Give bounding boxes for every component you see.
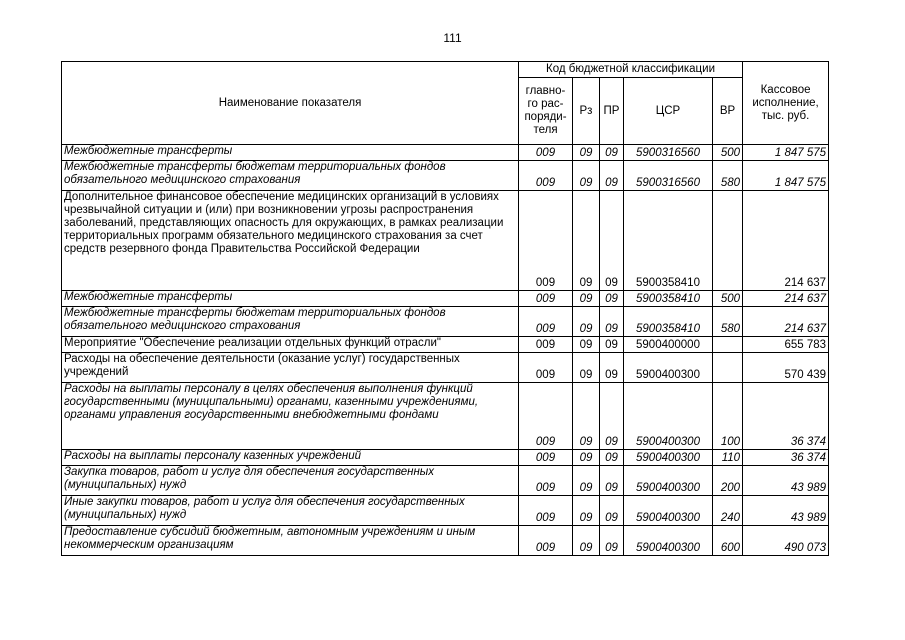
row-name: Закупка товаров, работ и услуг для обеспечения государственных (муниципальных) нужд — [62, 466, 519, 496]
table-row — [62, 145, 829, 161]
table-row — [62, 291, 829, 307]
row-csr: 5900400300 — [624, 353, 713, 383]
row-csr: 5900358410 — [624, 307, 713, 337]
row-amount: 36 374 — [743, 383, 829, 450]
row-pr: 09 — [600, 450, 624, 466]
table-row — [62, 307, 829, 337]
row-csr: 5900400300 — [624, 383, 713, 450]
row-name: Иные закупки товаров, работ и услуг для обеспечения государственных (муниципальных) нужд — [62, 496, 519, 526]
table-row — [62, 496, 829, 526]
row-csr: 5900400300 — [624, 526, 713, 556]
table-row — [62, 337, 829, 353]
row-csr: 5900316560 — [624, 161, 713, 191]
row-pr: 09 — [600, 496, 624, 526]
table-row — [62, 526, 829, 556]
row-csr: 5900358410 — [624, 191, 713, 291]
row-amount: 490 073 — [743, 526, 829, 556]
table-row — [62, 353, 829, 383]
header-name: Наименование показателя — [62, 62, 519, 145]
row-rz: 09 — [573, 337, 600, 353]
row-name: Расходы на обеспечение деятельности (оказание услуг) государственных учреждений — [62, 353, 519, 383]
row-vr: 500 — [713, 291, 743, 307]
row-csr: 5900400000 — [624, 337, 713, 353]
row-amount: 214 637 — [743, 307, 829, 337]
row-csr: 5900400300 — [624, 466, 713, 496]
table-row — [62, 191, 829, 291]
row-name: Межбюджетные трансферты — [62, 145, 519, 161]
row-name: Межбюджетные трансферты бюджетам территориальных фондов обязательного медицинского страхования — [62, 161, 519, 191]
row-pr: 09 — [600, 337, 624, 353]
header-vr: ВР — [713, 78, 743, 145]
row-glavny: 009 — [519, 161, 573, 191]
row-rz: 09 — [573, 307, 600, 337]
row-vr: 580 — [713, 161, 743, 191]
row-vr — [713, 353, 743, 383]
budget-table — [61, 61, 829, 556]
row-amount: 1 847 575 — [743, 161, 829, 191]
row-csr: 5900400300 — [624, 496, 713, 526]
row-name: Мероприятие "Обеспечение реализации отдельных функций отрасли" — [62, 337, 519, 353]
row-vr: 500 — [713, 145, 743, 161]
header-rz: Рз — [573, 78, 600, 145]
row-glavny: 009 — [519, 353, 573, 383]
row-rz: 09 — [573, 383, 600, 450]
row-rz: 09 — [573, 450, 600, 466]
row-pr: 09 — [600, 161, 624, 191]
row-csr: 5900358410 — [624, 291, 713, 307]
row-name: Межбюджетные трансферты — [62, 291, 519, 307]
row-glavny: 009 — [519, 466, 573, 496]
row-amount: 214 637 — [743, 191, 829, 291]
row-vr — [713, 337, 743, 353]
header-csr: ЦСР — [624, 78, 713, 145]
row-pr: 09 — [600, 191, 624, 291]
row-glavny: 009 — [519, 337, 573, 353]
row-pr: 09 — [600, 353, 624, 383]
row-vr: 110 — [713, 450, 743, 466]
row-name: Дополнительное финансовое обеспечение медицинских организаций в условиях чрезвычайной ситуации и (или) при возникновении угрозы распространения заболеваний, представляющих опасность для окружающих, в рамках реализации территориальных программ обязательного медицинского страхования за счет средств резервного фонда Правительства Российской Федерации — [62, 191, 519, 291]
row-rz: 09 — [573, 496, 600, 526]
row-csr: 5900400300 — [624, 450, 713, 466]
header-budget-code: Код бюджетной классификации — [519, 62, 743, 78]
row-glavny: 009 — [519, 450, 573, 466]
row-pr: 09 — [600, 526, 624, 556]
row-glavny: 009 — [519, 191, 573, 291]
table-row — [62, 383, 829, 450]
row-name: Расходы на выплаты персоналу казенных учреждений — [62, 450, 519, 466]
row-vr: 100 — [713, 383, 743, 450]
row-rz: 09 — [573, 191, 600, 291]
row-glavny: 009 — [519, 307, 573, 337]
row-pr: 09 — [600, 291, 624, 307]
row-name: Межбюджетные трансферты бюджетам территориальных фондов обязательного медицинского страхования — [62, 307, 519, 337]
row-pr: 09 — [600, 466, 624, 496]
row-vr: 240 — [713, 496, 743, 526]
header-amount: Кассовое исполнение, тыс. руб. — [743, 62, 829, 145]
row-pr: 09 — [600, 383, 624, 450]
row-pr: 09 — [600, 145, 624, 161]
row-amount: 43 989 — [743, 496, 829, 526]
table-body — [62, 145, 829, 556]
row-glavny: 009 — [519, 145, 573, 161]
row-rz: 09 — [573, 145, 600, 161]
row-csr: 5900316560 — [624, 145, 713, 161]
row-vr — [713, 191, 743, 291]
row-rz: 09 — [573, 526, 600, 556]
row-pr: 09 — [600, 307, 624, 337]
row-amount: 43 989 — [743, 466, 829, 496]
row-amount: 214 637 — [743, 291, 829, 307]
table-row — [62, 450, 829, 466]
row-amount: 1 847 575 — [743, 145, 829, 161]
page-number: 111 — [443, 31, 462, 45]
row-rz: 09 — [573, 291, 600, 307]
table-row — [62, 466, 829, 496]
row-vr: 580 — [713, 307, 743, 337]
row-amount: 655 783 — [743, 337, 829, 353]
table-row — [62, 161, 829, 191]
header-glavny: главно-го рас-поряди-теля — [519, 78, 573, 145]
row-glavny: 009 — [519, 496, 573, 526]
row-glavny: 009 — [519, 291, 573, 307]
row-name: Расходы на выплаты персоналу в целях обеспечения выполнения функций государственными (муниципальными) органами, казенными учреждениями, органами управления государственными внебюджетными фондами — [62, 383, 519, 450]
row-name: Предоставление субсидий бюджетным, автономным учреждениям и иным некоммерческим организациям — [62, 526, 519, 556]
row-glavny: 009 — [519, 383, 573, 450]
row-amount: 570 439 — [743, 353, 829, 383]
row-amount: 36 374 — [743, 450, 829, 466]
row-vr: 200 — [713, 466, 743, 496]
row-rz: 09 — [573, 353, 600, 383]
row-vr: 600 — [713, 526, 743, 556]
row-rz: 09 — [573, 466, 600, 496]
row-rz: 09 — [573, 161, 600, 191]
header-pr: ПР — [600, 78, 624, 145]
row-glavny: 009 — [519, 526, 573, 556]
